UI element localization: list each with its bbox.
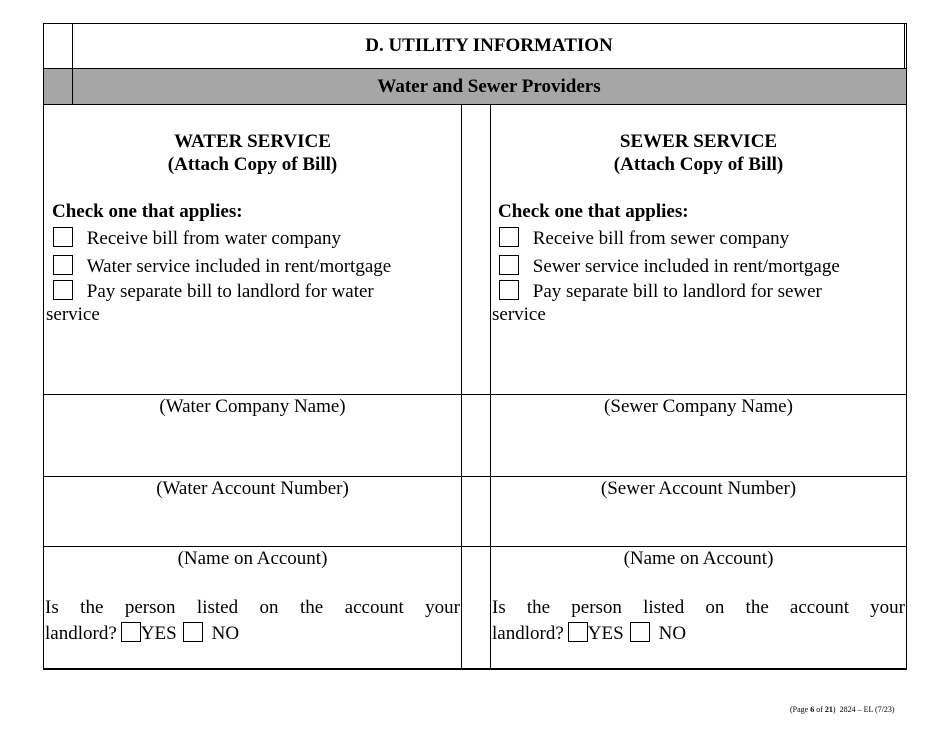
water-option-2-checkbox[interactable] [53,255,73,275]
water-check-label: Check one that applies: [52,201,243,222]
section-title: D. UTILITY INFORMATION [365,35,613,56]
column-divider-right [490,104,491,669]
column-divider-left [461,104,462,669]
page-footer [790,705,895,714]
sewer-landlord-label: landlord? [492,623,564,644]
sewer-yes-label: YES [587,623,624,644]
water-landlord-question: Is the person listed on the account your [45,597,460,618]
water-landlord-answer [45,622,239,645]
sewer-option-3-checkbox[interactable] [499,280,519,300]
water-option-2-label: Water service included in rent/mortgage [86,256,392,277]
water-no-label: NO [211,623,240,644]
sewer-attach-note: (Attach Copy of Bill) [613,154,784,175]
sewer-landlord-question: Is the person listed on the account your [492,597,905,618]
section-subtitle: Water and Sewer Providers [377,76,601,97]
water-heading: WATER SERVICE [174,131,331,152]
footer-page-total: 21 [824,705,833,714]
sewer-landlord-answer [492,622,686,645]
footer-page-suffix: ) [832,705,836,714]
footer-page-number: 6 [810,705,815,714]
sewer-account-label: (Sewer Account Number) [600,478,797,499]
sewer-option-3[interactable] [499,280,822,303]
sewer-option-2[interactable] [499,255,840,278]
water-option-3-label: Pay separate bill to landlord for water [86,281,374,302]
sewer-heading: SEWER SERVICE [619,131,778,152]
table-border-right [906,23,907,669]
sewer-option-2-checkbox[interactable] [499,255,519,275]
sewer-option-1[interactable] [499,227,789,250]
title-divider [43,68,907,69]
sewer-option-3-wrap: service [492,304,546,325]
row-divider-1 [43,394,907,395]
sewer-name-label: (Name on Account) [623,548,774,569]
water-name-label: (Name on Account) [177,548,328,569]
water-landlord-label: landlord? [45,623,117,644]
sewer-no-label: NO [658,623,687,644]
water-attach-note: (Attach Copy of Bill) [167,154,338,175]
sewer-check-label: Check one that applies: [498,201,689,222]
sewer-no-checkbox[interactable] [630,622,650,642]
footer-page-prefix: (Page [790,705,811,714]
water-option-2[interactable] [53,255,391,278]
water-yes-checkbox[interactable] [121,622,141,642]
footer-form-code: 2824 – EL (7/23) [839,705,895,714]
sewer-option-3-label: Pay separate bill to landlord for sewer [532,281,822,302]
sewer-option-1-label: Receive bill from sewer company [532,228,790,249]
water-option-3[interactable] [53,280,374,303]
sewer-yes-checkbox[interactable] [568,622,588,642]
water-option-1-label: Receive bill from water company [86,228,342,249]
row-divider-2 [43,476,907,477]
subtitle-divider [43,104,907,105]
table-border-left [43,23,44,669]
water-company-label: (Water Company Name) [159,396,346,417]
sewer-company-label: (Sewer Company Name) [604,396,793,417]
water-no-checkbox[interactable] [183,622,203,642]
water-option-3-wrap: service [46,304,100,325]
row-divider-3 [43,546,907,547]
water-option-1[interactable] [53,227,341,250]
water-account-label: (Water Account Number) [156,478,349,499]
water-yes-label: YES [140,623,177,644]
water-option-3-checkbox[interactable] [53,280,73,300]
table-border-bottom [43,668,907,670]
footer-page-of: of [814,705,825,714]
sewer-option-1-checkbox[interactable] [499,227,519,247]
table-border-top [43,23,907,24]
water-option-1-checkbox[interactable] [53,227,73,247]
sewer-option-2-label: Sewer service included in rent/mortgage [532,256,840,277]
